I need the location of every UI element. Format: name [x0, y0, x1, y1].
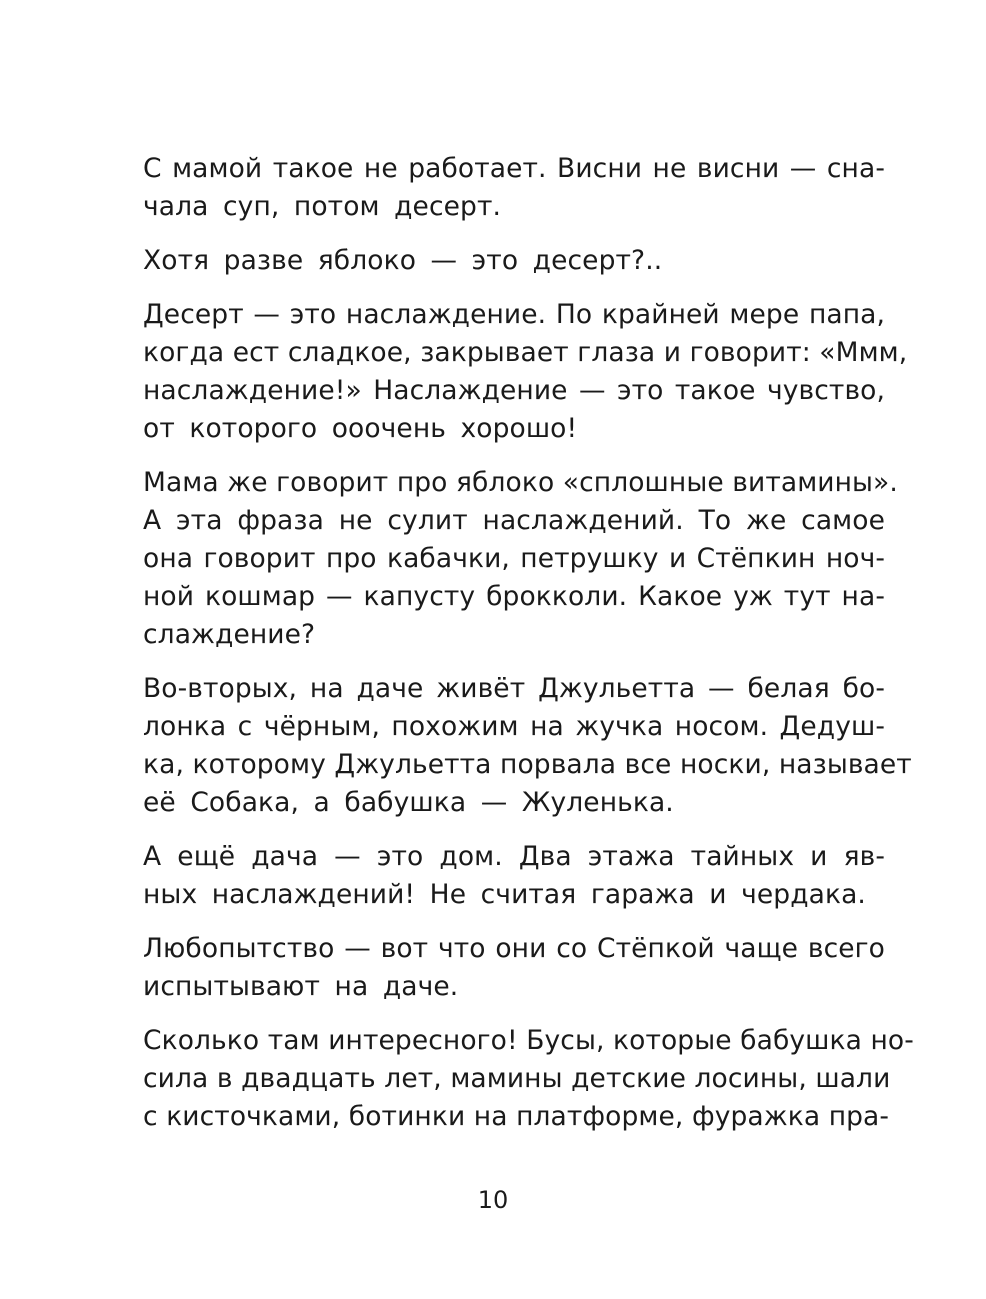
paragraph: [143, 242, 885, 280]
text-line: наслаждение!» Наслаждение — это такое чувство,: [143, 375, 885, 406]
text-line: А эта фраза не сулит наслаждений. То же самое: [143, 505, 885, 536]
text-line: Десерт — это наслаждение. По крайней мере папа,: [143, 299, 885, 330]
page-number: 10: [477, 1186, 509, 1214]
paragraph: [143, 1022, 914, 1136]
text-line: Сколько там интересного! Бусы, которые бабушка но-: [143, 1025, 914, 1056]
text-line: Во-вторых, на даче живёт Джульетта — белая бо-: [143, 673, 885, 704]
text-line: лонка с чёрным, похожим на жучка носом. Дедуш-: [143, 711, 885, 742]
paragraph: [143, 296, 908, 448]
text-line: ной кошмар — капусту брокколи. Какое уж тут на-: [143, 581, 885, 612]
text-line: ка, которому Джульетта порвала все носки, называет: [143, 749, 912, 780]
text-line: от которого ооочень хорошо!: [143, 413, 578, 444]
text-line: Мама же говорит про яблоко «сплошные витамины».: [143, 467, 898, 498]
text-line: А ещё дача — это дом. Два этажа тайных и яв-: [143, 841, 885, 872]
paragraph: [143, 150, 885, 226]
text-line: чала суп, потом десерт.: [143, 191, 502, 222]
text-line: она говорит про кабачки, петрушку и Стёпкин ноч-: [143, 543, 885, 574]
text-line: испытывают на даче.: [143, 971, 459, 1002]
text-line: её Собака, а бабушка — Жуленька.: [143, 787, 674, 818]
text-line: с кисточками, ботинки на платформе, фуражка пра-: [143, 1101, 890, 1132]
paragraph: [143, 670, 912, 822]
text-line: сила в двадцать лет, мамины детские лосины, шали: [143, 1063, 891, 1094]
paragraph: [143, 930, 885, 1006]
text-line: слаждение?: [143, 619, 316, 650]
paragraph: [143, 838, 885, 914]
text-line: когда ест сладкое, закрывает глаза и говорит: «Ммм,: [143, 337, 908, 368]
page-body: [143, 150, 914, 1152]
text-line: С мамой такое не работает. Висни не висни — сна-: [143, 153, 885, 184]
text-line: Любопытство — вот что они со Стёпкой чаще всего: [143, 933, 885, 964]
paragraph: [143, 464, 898, 654]
text-line: Хотя разве яблоко — это десерт?..: [143, 245, 663, 276]
text-line: ных наслаждений! Не считая гаража и чердака.: [143, 879, 866, 910]
